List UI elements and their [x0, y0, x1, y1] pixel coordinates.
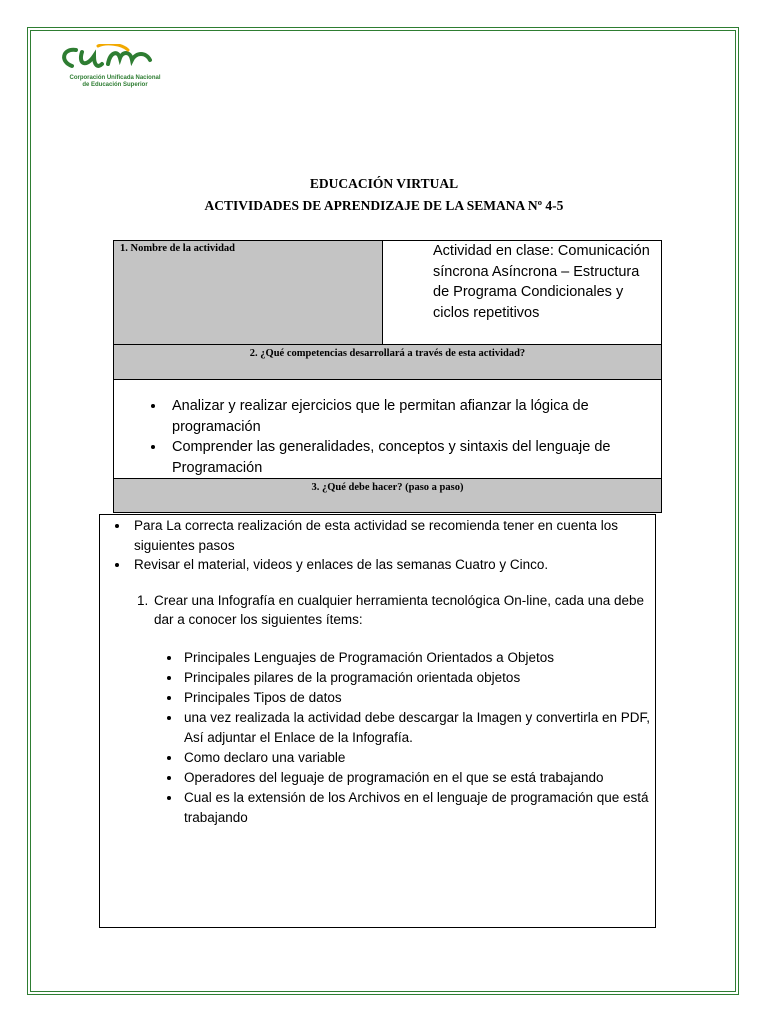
list-item: • una vez realizada la actividad debe descargar la Imagen y convertirla en PDF, Así adjuntar el Enlace de la Infografía.	[182, 708, 655, 748]
step-1-text: Crear una Infografía en cualquier herramienta tecnológica On-line, cada una debe dar a conocer los siguientes ítems:	[154, 592, 645, 627]
steps-numbered-list	[100, 591, 655, 828]
list-item	[152, 591, 655, 828]
activity-name-cell	[383, 241, 662, 345]
doc-subtitle: ACTIVIDADES DE APRENDIZAJE DE LA SEMANA Nº 4-5	[204, 198, 564, 213]
activity-name-label: 1. Nombre de la actividad	[120, 243, 236, 254]
steps-header-cell	[114, 479, 662, 513]
logo-org-line2: de Educación Superior	[82, 82, 148, 88]
list-item: • Como declaro una variable	[182, 748, 655, 768]
list-item: • Para La correcta realización de esta actividad se recomienda tener en cuenta los siguientes pasos	[130, 516, 655, 555]
logo-org-line1: Corporación Unificada Nacional	[69, 75, 161, 81]
doc-title: EDUCACIÓN VIRTUAL	[309, 176, 459, 191]
logo-org-name	[48, 75, 182, 89]
competencies-cell	[114, 380, 662, 479]
list-item: • Cual es la extensión de los Archivos en el lenguaje de programación que está trabajando	[182, 788, 655, 828]
list-item: • Principales pilares de la programación orientada objetos	[182, 668, 655, 688]
steps-intro-list	[100, 515, 655, 575]
competencies-header-cell	[114, 345, 662, 380]
list-item: • Revisar el material, videos y enlaces de las semanas Cuatro y Cinco.	[130, 555, 655, 575]
competencies-list	[114, 396, 661, 478]
steps-box	[99, 514, 656, 928]
infographic-items-list	[154, 648, 655, 828]
list-item: • Principales Lenguajes de Programación Orientados a Objetos	[182, 648, 655, 668]
list-item: • Comprender las generalidades, conceptos y sintaxis del lenguaje de Programación	[166, 437, 661, 478]
activity-name-value: Actividad en clase: Comunicación síncrona Asíncrona – Estructura de Programa Condicionales y ciclos repetitivos	[433, 243, 650, 321]
list-item: • Operadores del leguaje de programación en el que se está trabajando	[182, 768, 655, 788]
steps-header: 3. ¿Qué debe hacer? (paso a paso)	[311, 482, 464, 493]
list-item: • Analizar y realizar ejercicios que le permitan afianzar la lógica de programación	[166, 396, 661, 437]
list-item: • Principales Tipos de datos	[182, 688, 655, 708]
competencies-header: 2. ¿Qué competencias desarrollará a través de esta actividad?	[249, 348, 526, 359]
activity-name-label-cell	[114, 241, 383, 345]
activity-table	[113, 240, 662, 513]
